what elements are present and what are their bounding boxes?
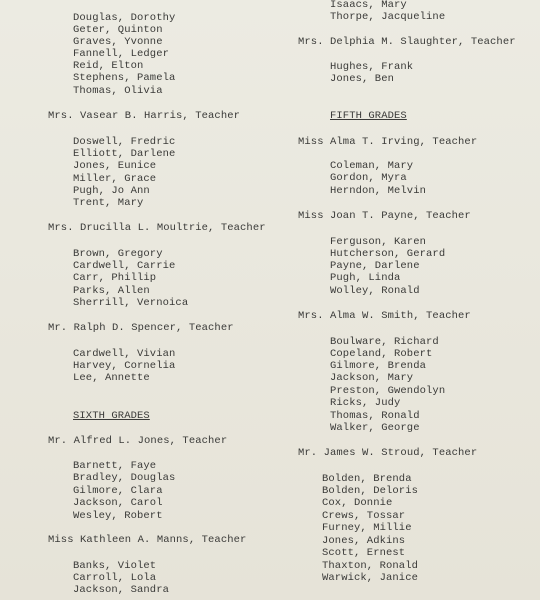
- student-name: Graves, Yvonne: [73, 36, 163, 48]
- student-name: Fannell, Ledger: [73, 48, 170, 60]
- student-name: Thorpe, Jacqueline: [330, 11, 446, 23]
- student-name: Herndon, Melvin: [330, 185, 427, 197]
- student-name: Ferguson, Karen: [330, 236, 427, 248]
- student-name: Crews, Tossar: [322, 510, 406, 522]
- teacher-name: Mr. James W. Stroud, Teacher: [298, 447, 478, 459]
- student-name: Lee, Annette: [73, 372, 150, 384]
- student-name: Parks, Allen: [73, 285, 150, 297]
- student-name: Carr, Phillip: [73, 272, 157, 284]
- student-name: Coleman, Mary: [330, 160, 414, 172]
- student-name: Cardwell, Vivian: [73, 348, 176, 360]
- student-name: Pugh, Linda: [330, 272, 401, 284]
- student-name: Elliott, Darlene: [73, 148, 176, 160]
- student-name: Doswell, Fredric: [73, 136, 176, 148]
- student-name: Jackson, Carol: [73, 497, 163, 509]
- teacher-name: Mr. Ralph D. Spencer, Teacher: [48, 322, 234, 334]
- student-name: Cardwell, Carrie: [73, 260, 176, 272]
- teacher-name: Mrs. Drucilla L. Moultrie, Teacher: [48, 222, 266, 234]
- student-name: Jones, Eunice: [73, 160, 157, 172]
- student-name: Walker, George: [330, 422, 420, 434]
- student-name: Jones, Ben: [330, 73, 395, 85]
- student-name: Thomas, Ronald: [330, 410, 420, 422]
- student-name: Hutcherson, Gerard: [330, 248, 446, 260]
- student-name: Pugh, Jo Ann: [73, 185, 150, 197]
- student-name: Scott, Ernest: [322, 547, 406, 559]
- student-name: Thaxton, Ronald: [322, 560, 419, 572]
- student-name: Reid, Elton: [73, 60, 144, 72]
- student-name: Warwick, Janice: [322, 572, 419, 584]
- student-name: Jones, Adkins: [322, 535, 406, 547]
- student-name: Bradley, Douglas: [73, 472, 176, 484]
- student-name: Miller, Grace: [73, 173, 157, 185]
- teacher-name: Miss Joan T. Payne, Teacher: [298, 210, 471, 222]
- student-name: Wesley, Robert: [73, 510, 163, 522]
- student-name: Gilmore, Brenda: [330, 360, 427, 372]
- grade-heading: FIFTH GRADES: [330, 110, 407, 122]
- student-name: Copeland, Robert: [330, 348, 433, 360]
- student-name: Brown, Gregory: [73, 248, 163, 260]
- student-name: Furney, Millie: [322, 522, 412, 534]
- student-name: Cox, Donnie: [322, 497, 393, 509]
- student-name: Ricks, Judy: [330, 397, 401, 409]
- student-name: Jackson, Sandra: [73, 584, 170, 596]
- teacher-name: Miss Alma T. Irving, Teacher: [298, 136, 478, 148]
- student-name: Thomas, Olivia: [73, 85, 163, 97]
- student-name: Carroll, Lola: [73, 572, 157, 584]
- teacher-name: Mrs. Alma W. Smith, Teacher: [298, 310, 471, 322]
- student-name: Payne, Darlene: [330, 260, 420, 272]
- student-name: Wolley, Ronald: [330, 285, 420, 297]
- student-name: Trent, Mary: [73, 197, 144, 209]
- student-name: Boulware, Richard: [330, 336, 439, 348]
- teacher-name: Miss Kathleen A. Manns, Teacher: [48, 534, 247, 546]
- teacher-name: Mrs. Vasear B. Harris, Teacher: [48, 110, 241, 122]
- student-name: Stephens, Pamela: [73, 72, 176, 84]
- student-name: Preston, Gwendolyn: [330, 385, 446, 397]
- grade-heading: SIXTH GRADES: [73, 410, 150, 422]
- student-name: Barnett, Faye: [73, 460, 157, 472]
- student-name: Hughes, Frank: [330, 61, 414, 73]
- student-name: Sherrill, Vernoica: [73, 297, 189, 309]
- student-name: Jackson, Mary: [330, 372, 414, 384]
- teacher-name: Mr. Alfred L. Jones, Teacher: [48, 435, 228, 447]
- student-name: Gilmore, Clara: [73, 485, 163, 497]
- student-name: Bolden, Brenda: [322, 473, 412, 485]
- student-name: Douglas, Dorothy: [73, 12, 176, 24]
- teacher-name: Mrs. Delphia M. Slaughter, Teacher: [298, 36, 516, 48]
- student-name: Isaacs, Mary: [330, 0, 407, 11]
- student-name: Bolden, Deloris: [322, 485, 419, 497]
- student-name: Gordon, Myra: [330, 172, 407, 184]
- student-name: Geter, Quinton: [73, 24, 163, 36]
- student-name: Harvey, Cornelia: [73, 360, 176, 372]
- student-name: Banks, Violet: [73, 560, 157, 572]
